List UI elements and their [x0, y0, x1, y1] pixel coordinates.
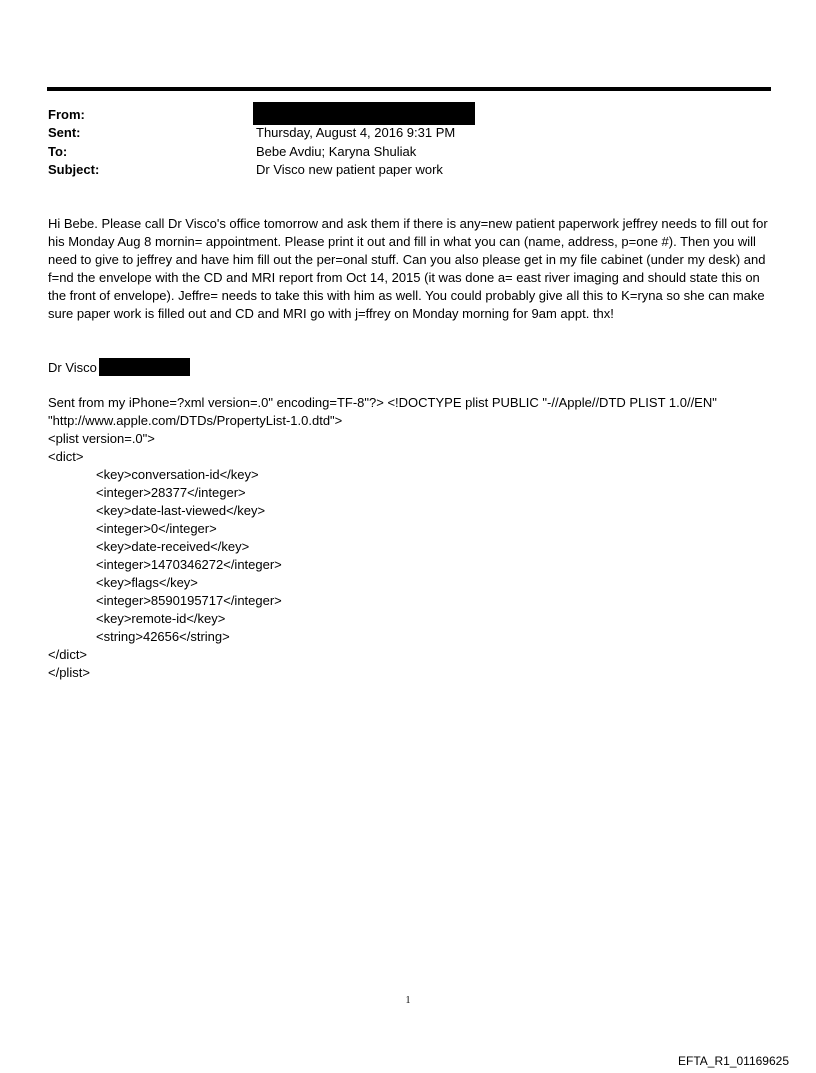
email-header — [48, 106, 768, 179]
xml-entry: <key>date-received</key> — [96, 539, 250, 554]
signature-name: Dr Visco — [48, 360, 97, 375]
to-row — [48, 143, 768, 161]
sent-value: Thursday, August 4, 2016 9:31 PM — [256, 125, 456, 141]
body-paragraph: Hi Bebe. Please call Dr Visco's office tomorrow and ask them if there is any=new patient paperwork jeffrey needs to fill out for his Monday Aug 8 mornin= appointment. Please print it out and fill in what you can (name, address, p=one #). Then you will need to give to jeffrey and have him fill out the per=onal stuff. Can you also please get in my file cabinet (under my desk) and f=nd the envelope with the CD and MRI report from Oct 14, 2015 (it was done a= east river imaging and should state this on the front of envelope). Jeffre= needs to take this with him as well. You could probably give all this to K=ryna so she can make sure paper work is filled out and CD and MRI go with j=ffrey on Monday morning for 9am appt. thx! — [48, 216, 768, 322]
xml-entry: <integer>8590195717</integer> — [96, 593, 282, 608]
signature-line — [48, 358, 190, 377]
document-id: EFTA_R1_01169625 — [678, 1054, 789, 1068]
dtd-url-line: "http://www.apple.com/DTDs/PropertyList-1.0.dtd"> — [48, 413, 343, 428]
subject-value: Dr Visco new patient paper work — [256, 161, 443, 177]
sent-row — [48, 124, 768, 142]
sent-label: Sent: — [48, 125, 81, 141]
from-label: From: — [48, 107, 85, 122]
xml-entry: <key>date-last-viewed</key> — [96, 503, 266, 518]
to-value: Bebe Avdiu; Karyna Shuliak — [256, 143, 417, 159]
page-number: 1 — [405, 995, 411, 1006]
plist-close: </plist> — [48, 665, 90, 680]
xml-entry: <key>conversation-id</key> — [96, 467, 259, 482]
subject-row — [48, 161, 768, 179]
dict-open: <dict> — [48, 449, 84, 464]
xml-entry: <key>remote-id</key> — [96, 611, 226, 626]
subject-label: Subject: — [48, 161, 100, 177]
xml-entry: <integer>28377</integer> — [96, 485, 246, 500]
xml-entry: <string>42656</string> — [96, 629, 230, 644]
from-row — [48, 106, 768, 124]
header-divider — [47, 87, 771, 91]
redaction-block — [99, 358, 190, 376]
plist-open: <plist version=.0"> — [48, 431, 155, 446]
xml-entry: <integer>1470346272</integer> — [96, 557, 282, 572]
email-body — [48, 215, 778, 324]
to-label: To: — [48, 143, 68, 159]
xml-entry: <key>flags</key> — [96, 575, 198, 590]
plist-block — [48, 394, 778, 682]
dict-close: </dict> — [48, 647, 88, 662]
sent-from-line: Sent from my iPhone=?xml version=.0" encoding=TF-8"?> <!DOCTYPE plist PUBLIC "-//Apple//DTD PLIST 1.0//EN" — [48, 395, 717, 410]
xml-entry: <integer>0</integer> — [96, 521, 217, 536]
redaction-block — [253, 102, 475, 125]
